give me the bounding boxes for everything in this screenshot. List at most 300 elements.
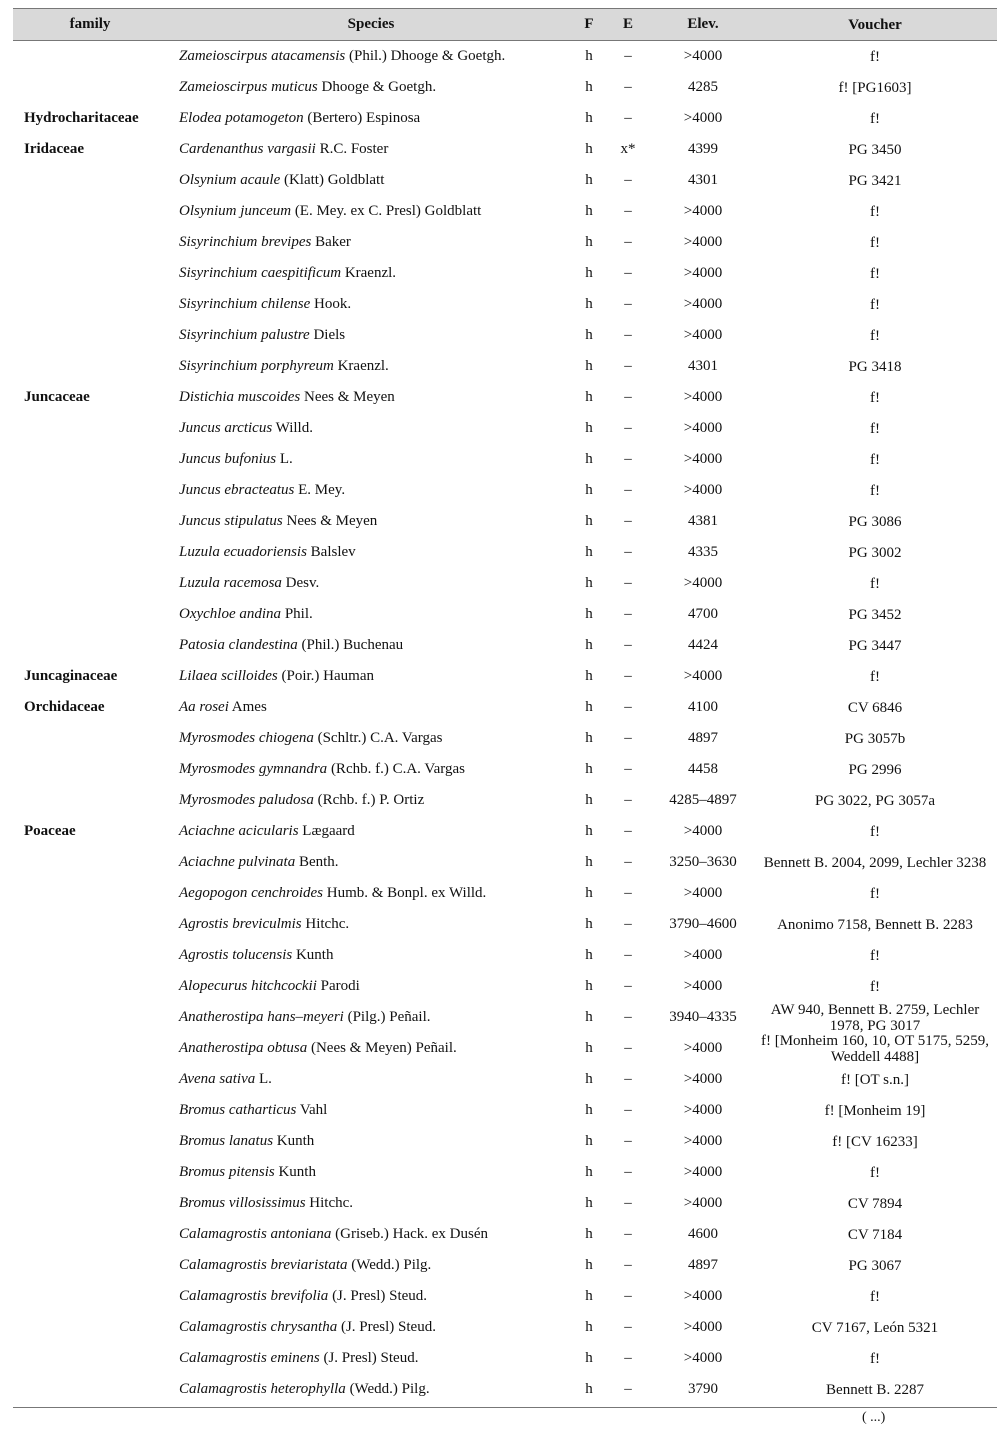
species-cell	[167, 1009, 575, 1026]
endemic-cell: –	[624, 1071, 632, 1087]
endemic-cell: –	[624, 606, 632, 622]
binomial-name: Lilaea scilloides	[179, 668, 278, 684]
binomial-name: Myrosmodes chiogena	[179, 730, 314, 746]
voucher-cell: f!	[870, 265, 880, 282]
endemic-cell: –	[624, 1133, 632, 1149]
elevation-cell: 4424	[688, 637, 718, 653]
voucher-cell: f!	[870, 668, 880, 685]
table-row	[13, 1374, 997, 1405]
endemic-cell: –	[624, 389, 632, 405]
voucher-cell: f!	[870, 296, 880, 313]
binomial-name: Juncus bufonius	[179, 451, 277, 467]
life-form-cell: h	[585, 110, 593, 126]
binomial-name: Sisyrinchium chilense	[179, 296, 311, 312]
voucher-cell: CV 6846	[847, 699, 903, 716]
binomial-name: Juncus arcticus	[179, 420, 273, 436]
author-citation: Desv.	[281, 575, 320, 591]
endemic-cell: –	[624, 699, 632, 715]
life-form-cell: h	[585, 699, 593, 715]
elevation-cell: >4000	[683, 978, 723, 994]
endemic-cell: –	[624, 792, 632, 808]
binomial-name: Sisyrinchium brevipes	[179, 234, 312, 250]
endemic-cell: –	[624, 265, 632, 281]
endemic-cell: –	[624, 637, 632, 653]
voucher-cell: f!	[870, 389, 880, 406]
endemic-cell: –	[624, 823, 632, 839]
author-citation: L.	[255, 1071, 272, 1087]
table-row	[13, 351, 997, 382]
life-form-cell: h	[585, 1102, 593, 1118]
table-row	[13, 1126, 997, 1157]
header-species: Species	[347, 16, 395, 32]
endemic-cell: –	[624, 1009, 632, 1025]
species-cell	[167, 606, 575, 623]
voucher-cell: f! [PG1603]	[838, 79, 912, 96]
elevation-cell: 4897	[688, 730, 718, 746]
table-row	[13, 599, 997, 630]
elevation-cell: >4000	[683, 327, 723, 343]
binomial-name: Sisyrinchium caespitificum	[179, 265, 342, 281]
elevation-cell: >4000	[683, 48, 723, 64]
elevation-cell: >4000	[683, 885, 723, 901]
elevation-cell: 4335	[688, 544, 718, 560]
elevation-cell: 4301	[688, 358, 718, 374]
voucher-cell: f! [Monheim 160, 10, OT 5175, 5259, Weddell 4488]	[760, 1032, 990, 1065]
table-row	[13, 723, 997, 754]
elevation-cell: >4000	[683, 1071, 723, 1087]
elevation-cell: >4000	[683, 823, 723, 839]
binomial-name: Zameioscirpus atacamensis	[179, 48, 346, 64]
voucher-cell: f!	[870, 327, 880, 344]
endemic-cell: –	[624, 482, 632, 498]
life-form-cell: h	[585, 234, 593, 250]
species-cell	[167, 141, 575, 158]
species-cell	[167, 1350, 575, 1367]
header-elev: Elev.	[687, 16, 719, 32]
species-cell	[167, 1164, 575, 1181]
author-citation: L.	[276, 451, 293, 467]
life-form-cell: h	[585, 854, 593, 870]
species-cell	[167, 172, 575, 189]
author-citation: Balslev	[306, 544, 356, 560]
table-row	[13, 909, 997, 940]
table-row	[13, 847, 997, 878]
life-form-cell: h	[585, 978, 593, 994]
voucher-cell: f!	[870, 1164, 880, 1181]
continuation-marker: ( ...)	[862, 1410, 886, 1425]
binomial-name: Juncus ebracteatus	[179, 482, 295, 498]
voucher-cell: CV 7184	[847, 1226, 903, 1243]
elevation-cell: >4000	[683, 1288, 723, 1304]
species-cell	[167, 1319, 575, 1336]
voucher-cell: PG 3002	[848, 544, 902, 561]
life-form-cell: h	[585, 1195, 593, 1211]
life-form-cell: h	[585, 885, 593, 901]
table-row	[13, 816, 997, 847]
table-row	[13, 196, 997, 227]
species-cell	[167, 1226, 575, 1243]
author-citation: (Nees & Meyen) Peñail.	[307, 1040, 457, 1056]
endemic-cell: –	[624, 544, 632, 560]
species-cell	[167, 327, 575, 344]
life-form-cell: h	[585, 265, 593, 281]
author-citation: Hook.	[310, 296, 352, 312]
life-form-cell: h	[585, 389, 593, 405]
author-citation: (J. Presl) Steud.	[328, 1288, 428, 1304]
binomial-name: Olsynium acaule	[179, 172, 281, 188]
table-row	[13, 1281, 997, 1312]
author-citation: Diels	[309, 327, 346, 343]
table-row	[13, 289, 997, 320]
voucher-cell: f!	[870, 885, 880, 902]
species-cell	[167, 575, 575, 592]
binomial-name: Aegopogon cenchroides	[179, 885, 323, 901]
species-cell	[167, 885, 575, 902]
binomial-name: Calamagrostis breviaristata	[179, 1257, 348, 1273]
voucher-cell: PG 3421	[848, 172, 902, 189]
author-citation: Kunth	[274, 1164, 316, 1180]
binomial-name: Zameioscirpus muticus	[179, 79, 318, 95]
species-cell	[167, 668, 575, 685]
species-cell	[167, 420, 575, 437]
table-row	[13, 1250, 997, 1281]
life-form-cell: h	[585, 761, 593, 777]
voucher-cell: PG 3418	[848, 358, 902, 375]
voucher-cell: Bennett B. 2287	[826, 1381, 924, 1398]
elevation-cell: 3790	[688, 1381, 718, 1397]
header-f: F	[584, 16, 594, 32]
species-cell	[167, 730, 575, 747]
species-cell	[167, 1257, 575, 1274]
elevation-cell: >4000	[683, 1195, 723, 1211]
endemic-cell: –	[624, 513, 632, 529]
author-citation: Phil.	[281, 606, 313, 622]
species-cell	[167, 916, 575, 933]
author-citation: R.C. Foster	[315, 141, 389, 157]
life-form-cell: h	[585, 947, 593, 963]
life-form-cell: h	[585, 296, 593, 312]
author-citation: (Phil.) Dhooge & Goetgh.	[345, 48, 506, 64]
table-row	[13, 568, 997, 599]
author-citation: Humb. & Bonpl. ex Willd.	[323, 885, 487, 901]
species-cell	[167, 761, 575, 778]
species-cell	[167, 482, 575, 499]
binomial-name: Aciachne acicularis	[179, 823, 299, 839]
binomial-name: Agrostis breviculmis	[179, 916, 302, 932]
life-form-cell: h	[585, 792, 593, 808]
voucher-cell: Bennett B. 2004, 2099, Lechler 3238	[763, 854, 987, 871]
species-cell	[167, 1071, 575, 1088]
family-cell: Juncaginaceae	[24, 668, 118, 684]
species-cell	[167, 234, 575, 251]
voucher-cell: f! [Monheim 19]	[824, 1102, 926, 1119]
family-cell: Orchidaceae	[24, 699, 105, 715]
author-citation: Lægaard	[298, 823, 355, 839]
endemic-cell: –	[624, 234, 632, 250]
elevation-cell: 4458	[688, 761, 718, 777]
author-citation: (Wedd.) Pilg.	[347, 1257, 432, 1273]
bottom-rule	[13, 1407, 997, 1408]
life-form-cell: h	[585, 141, 593, 157]
endemic-cell: –	[624, 1040, 632, 1056]
author-citation: (Pilg.) Peñail.	[343, 1009, 431, 1025]
voucher-cell: f!	[870, 420, 880, 437]
species-cell	[167, 79, 575, 96]
binomial-name: Cardenanthus vargasii	[179, 141, 316, 157]
elevation-cell: 4399	[688, 141, 718, 157]
elevation-cell: >4000	[683, 575, 723, 591]
voucher-cell: f!	[870, 947, 880, 964]
author-citation: Dhooge & Goetgh.	[317, 79, 437, 95]
binomial-name: Alopecurus hitchcockii	[179, 978, 317, 994]
elevation-cell: >4000	[683, 451, 723, 467]
binomial-name: Olsynium junceum	[179, 203, 292, 219]
species-cell	[167, 699, 575, 716]
voucher-cell: AW 940, Bennett B. 2759, Lechler 1978, PG 3017	[770, 1001, 980, 1034]
binomial-name: Avena sativa	[179, 1071, 256, 1087]
family-cell: Poaceae	[24, 823, 76, 839]
life-form-cell: h	[585, 1009, 593, 1025]
voucher-cell: f!	[870, 978, 880, 995]
life-form-cell: h	[585, 48, 593, 64]
header-e: E	[622, 16, 633, 32]
binomial-name: Distichia muscoides	[179, 389, 301, 405]
binomial-name: Oxychloe andina	[179, 606, 282, 622]
table-row	[13, 134, 997, 165]
life-form-cell: h	[585, 916, 593, 932]
endemic-cell: –	[624, 420, 632, 436]
author-citation: (Wedd.) Pilg.	[345, 1381, 430, 1397]
voucher-cell: f!	[870, 234, 880, 251]
life-form-cell: h	[585, 1226, 593, 1242]
elevation-cell: >4000	[683, 1164, 723, 1180]
life-form-cell: h	[585, 327, 593, 343]
endemic-cell: –	[624, 730, 632, 746]
elevation-cell: >4000	[683, 1133, 723, 1149]
elevation-cell: >4000	[683, 1040, 723, 1056]
table-row	[13, 320, 997, 351]
author-citation: (Phil.) Buchenau	[297, 637, 404, 653]
life-form-cell: h	[585, 668, 593, 684]
family-cell: Iridaceae	[24, 141, 84, 157]
species-cell	[167, 1381, 575, 1398]
endemic-cell: –	[624, 1350, 632, 1366]
table-row	[13, 1095, 997, 1126]
elevation-cell: >4000	[683, 1102, 723, 1118]
binomial-name: Aa rosei	[179, 699, 229, 715]
elevation-cell: >4000	[683, 203, 723, 219]
author-citation: Kunth	[273, 1133, 315, 1149]
author-citation: Parodi	[316, 978, 360, 994]
table-row	[13, 537, 997, 568]
species-cell	[167, 1195, 575, 1212]
endemic-cell: –	[624, 203, 632, 219]
author-citation: (Klatt) Goldblatt	[280, 172, 385, 188]
species-cell	[167, 451, 575, 468]
elevation-cell: >4000	[683, 296, 723, 312]
table-row	[13, 165, 997, 196]
endemic-cell: –	[624, 885, 632, 901]
table-row	[13, 878, 997, 909]
endemic-cell: –	[624, 79, 632, 95]
life-form-cell: h	[585, 637, 593, 653]
author-citation: (Rchb. f.) P. Ortiz	[313, 792, 425, 808]
binomial-name: Calamagrostis heterophylla	[179, 1381, 346, 1397]
voucher-cell: f!	[870, 110, 880, 127]
voucher-cell: CV 7894	[847, 1195, 903, 1212]
voucher-cell: PG 3447	[848, 637, 902, 654]
species-cell	[167, 48, 575, 65]
endemic-cell: –	[624, 1226, 632, 1242]
endemic-cell: –	[624, 761, 632, 777]
species-cell	[167, 358, 575, 375]
binomial-name: Bromus lanatus	[179, 1133, 274, 1149]
binomial-name: Myrosmodes gymnandra	[179, 761, 328, 777]
elevation-cell: >4000	[683, 1350, 723, 1366]
elevation-cell: >4000	[683, 389, 723, 405]
species-cell	[167, 1102, 575, 1119]
voucher-cell: f!	[870, 203, 880, 220]
elevation-cell: 3940–4335	[669, 1009, 737, 1025]
life-form-cell: h	[585, 172, 593, 188]
author-citation: Hitchc.	[301, 916, 350, 932]
binomial-name: Anatherostipa hans–meyeri	[179, 1009, 344, 1025]
life-form-cell: h	[585, 1350, 593, 1366]
author-citation: (Bertero) Espinosa	[303, 110, 421, 126]
binomial-name: Luzula ecuadoriensis	[179, 544, 307, 560]
life-form-cell: h	[585, 79, 593, 95]
life-form-cell: h	[585, 606, 593, 622]
author-citation: (Schltr.) C.A. Vargas	[313, 730, 443, 746]
table-row	[13, 103, 997, 134]
author-citation: Nees & Meyen	[282, 513, 378, 529]
voucher-cell: PG 3057b	[844, 730, 906, 747]
elevation-cell: >4000	[683, 668, 723, 684]
binomial-name: Bromus pitensis	[179, 1164, 275, 1180]
life-form-cell: h	[585, 1164, 593, 1180]
binomial-name: Calamagrostis antoniana	[179, 1226, 332, 1242]
table-row	[13, 1219, 997, 1250]
species-table	[13, 8, 997, 1408]
species-cell	[167, 1288, 575, 1305]
binomial-name: Patosia clandestina	[179, 637, 298, 653]
endemic-cell: –	[624, 1319, 632, 1335]
species-cell	[167, 1040, 575, 1057]
life-form-cell: h	[585, 730, 593, 746]
author-citation: Nees & Meyen	[300, 389, 395, 405]
life-form-cell: h	[585, 358, 593, 374]
species-cell	[167, 544, 575, 561]
endemic-cell: –	[624, 358, 632, 374]
life-form-cell: h	[585, 1071, 593, 1087]
species-cell	[167, 389, 575, 406]
author-citation: (J. Presl) Steud.	[337, 1319, 436, 1335]
elevation-cell: 4100	[688, 699, 718, 715]
voucher-cell: PG 3067	[848, 1257, 902, 1274]
life-form-cell: h	[585, 1288, 593, 1304]
elevation-cell: >4000	[683, 1319, 723, 1335]
header-voucher: Voucher	[848, 16, 902, 33]
species-cell	[167, 947, 575, 964]
life-form-cell: h	[585, 575, 593, 591]
binomial-name: Sisyrinchium palustre	[179, 327, 310, 343]
life-form-cell: h	[585, 1133, 593, 1149]
life-form-cell: h	[585, 544, 593, 560]
table-row	[13, 1188, 997, 1219]
binomial-name: Bromus catharticus	[179, 1102, 297, 1118]
table-row	[13, 413, 997, 444]
voucher-cell: f!	[870, 482, 880, 499]
header-family: family	[69, 16, 111, 32]
species-cell	[167, 265, 575, 282]
binomial-name: Bromus villosissimus	[179, 1195, 306, 1211]
table-row	[13, 444, 997, 475]
author-citation: Baker	[311, 234, 351, 250]
endemic-cell: x*	[620, 141, 636, 157]
binomial-name: Agrostis tolucensis	[179, 947, 293, 963]
author-citation: Vahl	[296, 1102, 328, 1118]
elevation-cell: 3250–3630	[669, 854, 737, 870]
elevation-cell: 4301	[688, 172, 718, 188]
binomial-name: Anatherostipa obtusa	[179, 1040, 308, 1056]
endemic-cell: –	[624, 327, 632, 343]
table-row	[13, 1343, 997, 1374]
voucher-cell: f!	[870, 1288, 880, 1305]
table-row	[13, 630, 997, 661]
voucher-cell: f!	[870, 575, 880, 592]
life-form-cell: h	[585, 1040, 593, 1056]
table-row	[13, 475, 997, 506]
voucher-cell: PG 3452	[848, 606, 902, 623]
elevation-cell: 4285–4897	[669, 792, 737, 808]
table-row	[13, 692, 997, 723]
life-form-cell: h	[585, 203, 593, 219]
voucher-cell: f!	[870, 823, 880, 840]
binomial-name: Calamagrostis brevifolia	[179, 1288, 329, 1304]
author-citation: Benth.	[295, 854, 339, 870]
species-cell	[167, 792, 575, 809]
endemic-cell: –	[624, 1257, 632, 1273]
table-row	[13, 1002, 997, 1033]
table-row	[13, 41, 997, 72]
author-citation: Kraenzl.	[341, 265, 397, 281]
elevation-cell: 4381	[688, 513, 718, 529]
table-row	[13, 382, 997, 413]
author-citation: (Griseb.) Hack. ex Dusén	[331, 1226, 489, 1242]
elevation-cell: >4000	[683, 265, 723, 281]
voucher-cell: f!	[870, 1350, 880, 1367]
endemic-cell: –	[624, 1288, 632, 1304]
endemic-cell: –	[624, 1102, 632, 1118]
endemic-cell: –	[624, 1381, 632, 1397]
species-cell	[167, 823, 575, 840]
table-row	[13, 661, 997, 692]
endemic-cell: –	[624, 575, 632, 591]
author-citation: (E. Mey. ex C. Presl) Goldblatt	[291, 203, 482, 219]
table-body	[13, 41, 997, 1405]
elevation-cell: >4000	[683, 947, 723, 963]
voucher-cell: f!	[870, 451, 880, 468]
endemic-cell: –	[624, 1195, 632, 1211]
endemic-cell: –	[624, 947, 632, 963]
binomial-name: Calamagrostis chrysantha	[179, 1319, 338, 1335]
binomial-name: Aciachne pulvinata	[179, 854, 296, 870]
life-form-cell: h	[585, 420, 593, 436]
elevation-cell: 4897	[688, 1257, 718, 1273]
voucher-cell: f!	[870, 48, 880, 65]
table-row	[13, 506, 997, 537]
table-row	[13, 1312, 997, 1343]
